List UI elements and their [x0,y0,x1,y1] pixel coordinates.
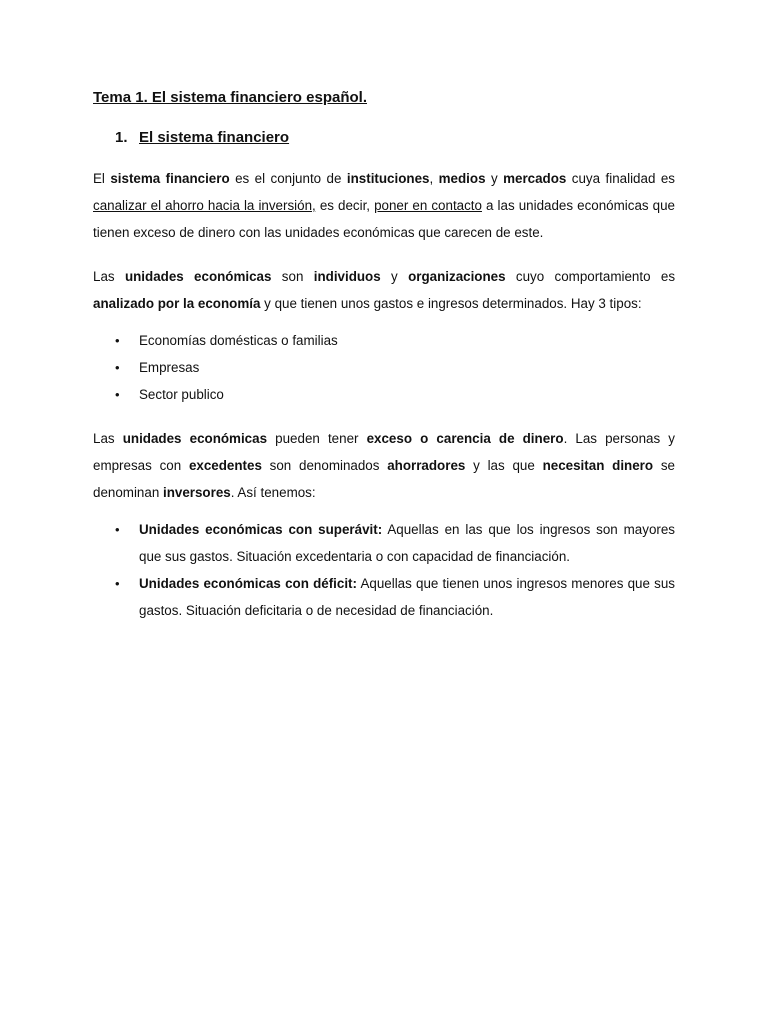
text-run: es decir, [315,198,375,213]
bold-term: instituciones [346,171,430,186]
bold-term: necesitan dinero [542,458,654,473]
bold-term: analizado por la economía [93,296,261,311]
text-run: Las [93,269,125,284]
bold-term: Unidades económicas con superávit: [139,522,383,537]
text-run: y [380,269,409,284]
bullet-icon: • [115,387,120,402]
underlined-phrase: canalizar el ahorro hacia la inversión, [93,198,316,213]
list-item-text: Empresas [139,360,200,375]
bold-term: excedentes [188,458,262,473]
section-title: El sistema financiero [139,129,290,146]
text-run: Las [93,431,123,446]
list-item-text: Sector publico [139,387,224,402]
text-run: cuya finalidad es [566,171,675,186]
text-run: a las unidades económicas que tienen exceso de dinero con las unidades económicas que carecen de este. [93,198,675,240]
text-run: y que tienen unos gastos e ingresos determinados. Hay 3 tipos: [260,296,642,311]
list-item [93,516,675,570]
paragraph-savers-investors [93,425,675,506]
list-item-text: Economías domésticas o familias [139,333,338,348]
text-run: son [271,269,314,284]
text-run: , [429,171,439,186]
paragraph-definition [93,165,675,246]
section-number: 1. [115,129,128,146]
paragraph-economic-units [93,263,675,317]
bold-term: individuos [313,269,381,284]
bold-term: Unidades económicas con déficit: [139,576,357,591]
bold-term: inversores [162,485,231,500]
bold-term: unidades económicas [124,269,272,284]
underlined-phrase: poner en contacto [374,198,482,213]
bold-term: medios [438,171,486,186]
text-run: . Así tenemos: [230,485,316,500]
bold-term: exceso o carencia de dinero [366,431,564,446]
balance-types-list [93,516,675,624]
list-item [93,381,675,408]
text-run: son denominados [261,458,388,473]
text-run: cuyo comportamiento es [505,269,676,284]
bullet-icon: • [115,522,120,537]
bold-term: organizaciones [408,269,506,284]
document-title: Tema 1. El sistema financiero español. [93,89,367,106]
section-heading [115,128,675,148]
list-item-text: Aquellas en las que los ingresos son mayores que sus gastos. Situación excedentaria o con capacidad de financiación. [139,522,675,564]
list-item [93,327,675,354]
text-run: El [93,171,111,186]
bold-term: mercados [503,171,567,186]
list-item-text: Aquellas que tienen unos ingresos menores que sus gastos. Situación deficitaria o de necesidad de financiación. [139,576,675,618]
text-run: y las que [465,458,543,473]
text-run: es el conjunto de [229,171,347,186]
bold-term: sistema financiero [110,171,230,186]
types-list [93,327,675,408]
bullet-icon: • [115,576,120,591]
text-run: se denominan [93,458,675,500]
bold-term: unidades económicas [122,431,268,446]
bullet-icon: • [115,360,120,375]
text-run: . Las personas y empresas con [93,431,676,473]
bullet-icon: • [115,333,120,348]
list-item [93,570,675,624]
bold-term: ahorradores [387,458,466,473]
text-run: pueden tener [267,431,367,446]
text-run: y [485,171,504,186]
list-item [93,354,675,381]
